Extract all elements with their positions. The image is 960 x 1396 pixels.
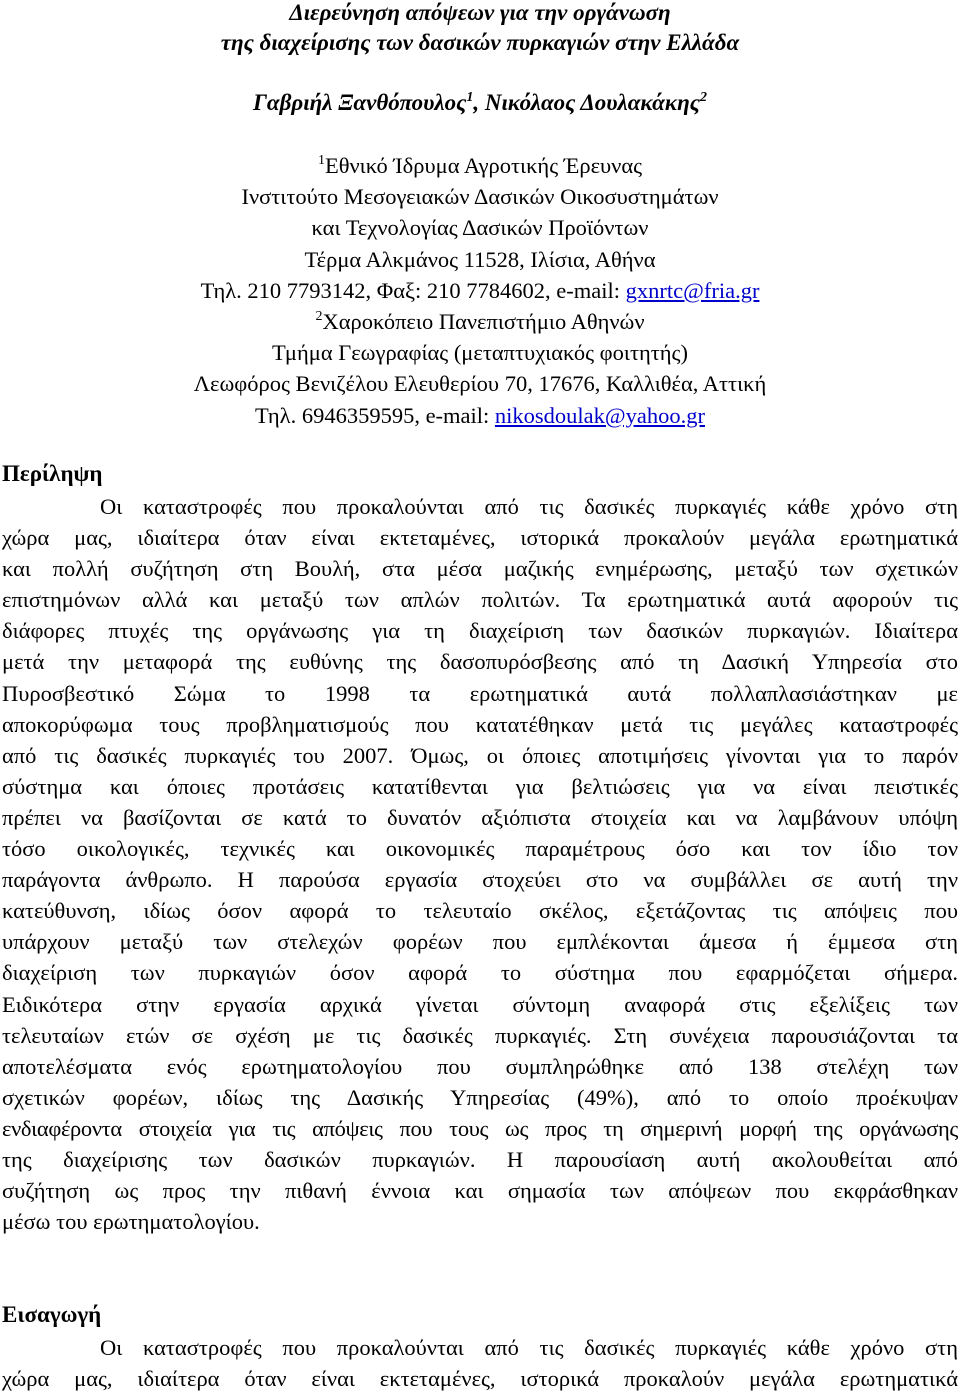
abstract-line: παράγοντα άνθρωπο. Η παρούσα εργασία στοχεύει στο να συμβάλλει σε αυτή την — [2, 867, 958, 893]
abstract-line: μετά την μεταφορά της ευθύνης της δασοπυρόσβεσης από τη Δασική Υπηρεσία στο — [2, 649, 958, 675]
affiliation-1-line-3: και Τεχνολογίας Δασικών Προϊόντων — [311, 215, 649, 241]
abstract-line: διαχείριση των πυρκαγιών όσον αφορά το σύστημα που εφαρμόζεται σήμερα. — [2, 960, 958, 986]
abstract-line: τόσο οικολογικές, τεχνικές και οικονομικές παραμέτρους όσο και τον ίδιο τον — [2, 836, 958, 862]
affiliation-1-address: Τέρμα Αλκμάνος 11528, Ιλίσια, Αθήνα — [304, 246, 656, 272]
abstract-line: Οι καταστροφές που προκαλούνται από τις δασικές πυρκαγιές κάθε χρόνο στη — [100, 494, 958, 519]
author-list — [0, 88, 960, 117]
abstract-body — [2, 491, 958, 1237]
abstract-line: Ειδικότερα στην εργασία αρχικά γίνεται σύντομη αναφορά στις εξελίξεις των — [2, 991, 958, 1017]
abstract-line: μέσω του ερωτηματολογίου. — [2, 1209, 260, 1235]
introduction-heading: Εισαγωγή — [2, 1302, 102, 1327]
author-2-affiliation-marker: 2 — [699, 90, 707, 105]
title-line-1: Διερεύνηση απόψεων για την οργάνωση — [289, 0, 671, 25]
abstract-line: από τις δασικές πυρκαγιές του 2007. Όμως, οι όποιες αποτιμήσεις γίνονται για το παρόν — [2, 742, 958, 768]
abstract-line: ενδιαφέροντα στοιχεία για τις απόψεις που τους ως προς τη σημερινή μορφή της οργάνωσης — [2, 1115, 958, 1141]
affiliation-2-line-1: $^2$Χαροκόπειο Πανεπιστήμιο Αθηνών — [315, 309, 645, 335]
affiliation-2-email-link[interactable]: nikosdoulak@yahoo.gr — [494, 402, 705, 428]
affiliation-2-line-2: Τμήμα Γεωγραφίας (μεταπτυχιακός φοιτητής) — [272, 340, 688, 366]
author-1-name: Γαβριήλ Ξανθόπουλος — [253, 90, 467, 115]
abstract-line: και πολλή συζήτηση στη Βουλή, στα μέσα μαζικής ενημέρωσης, μεταξύ των σχετικών — [2, 556, 958, 582]
affiliation-2-address: Λεωφόρος Βενιζέλου Ελευθερίου 70, 17676, Καλλιθέα, Αττική — [193, 371, 767, 397]
abstract-line: σύστημα και όποιες προτάσεις κατατίθενται για βελτιώσεις για να είναι πειστικές — [2, 773, 958, 799]
affiliations-block — [0, 150, 960, 431]
introduction-line: Οι καταστροφές που προκαλούνται από τις δασικές πυρκαγιές κάθε χρόνο στη — [100, 1335, 958, 1360]
introduction-line: χώρα μας, ιδιαίτερα όταν είναι εκτεταμένες, ιστορικά προκαλούν μεγάλα ερωτηματικά — [2, 1366, 958, 1392]
abstract-line: κατεύθυνση, ιδίως όσον αφορά το τελευταίο σκέλος, εξετάζοντας τις απόψεις που — [2, 898, 958, 924]
paper-title — [0, 0, 960, 58]
abstract-line: Πυροσβεστικό Σώμα το 1998 τα ερωτηματικά αυτά πολλαπλασιάστηκαν με — [2, 680, 958, 706]
title-line-2: της διαχείρισης των δασικών πυρκαγιών στην Ελλάδα — [220, 30, 740, 55]
author-2-name: Νικόλαος Δουλακάκης — [484, 90, 700, 115]
affiliation-1-line-2: Ινστιτούτο Μεσογειακών Δασικών Οικοσυστημάτων — [241, 184, 719, 210]
abstract-line: συζήτηση ως προς την πιθανή έννοια και σημασία των απόψεων που εκφράσθηκαν — [2, 1178, 958, 1204]
abstract-line: αποτελέσματα ενός ερωτηματολογίου που συμπληρώθηκε από 138 στελέχη των — [2, 1053, 958, 1079]
abstract-line: επιστημόνων αλλά και μεταξύ των απλών πολιτών. Τα ερωτηματικά αυτά αφορούν τις — [2, 587, 958, 613]
affiliation-1-line-1: $^1$Εθνικό Ίδρυμα Αγροτικής Έρευνας — [317, 153, 643, 178]
abstract-line: υπάρχουν μεταξύ των στελεχών φορέων που εμπλέκονται άμεσα ή έμμεσα στη — [2, 929, 958, 955]
abstract-line: χώρα μας, ιδιαίτερα όταν είναι εκτεταμένες, ιστορικά προκαλούν μεγάλα ερωτηματικά — [2, 525, 958, 551]
abstract-line: διάφορες πτυχές της οργάνωσης για τη διαχείριση των δασικών πυρκαγιών. Ιδιαίτερα — [2, 618, 958, 644]
abstract-line: πρέπει να βασίζονται σε κατά το δυνατόν αξιόπιστα στοιχεία και να λαμβάνουν υπόψη — [2, 804, 958, 830]
author-separator: , — [473, 90, 485, 115]
abstract-line: αποκορύφωμα τους προβληματισμούς που κατατέθηκαν μετά τις μεγάλες καταστροφές — [2, 711, 958, 737]
affiliation-1-marker: 1 — [317, 153, 325, 168]
abstract-line: σχετικών φορέων, ιδίως της Δασικής Υπηρεσίας (49%), από το οποίο προέκυψαν — [2, 1084, 958, 1110]
abstract-heading: Περίληψη — [2, 461, 103, 486]
abstract-line: της διαχείρισης των δασικών πυρκαγιών. Η παρουσίαση αυτή ακολουθείται από — [2, 1146, 958, 1172]
author-1-affiliation-marker: 1 — [466, 90, 474, 105]
affiliation-2-contact: Τηλ. 6946359595, e-mail: nikosdoulak@yahoo.gr — [254, 402, 705, 428]
affiliation-2-marker: 2 — [315, 309, 323, 325]
affiliation-1-email-link[interactable]: gxnrtc@fria.gr — [625, 277, 760, 303]
affiliation-1-contact: Τηλ. 210 7793142, Φαξ: 210 7784602, e-mail: gxnrtc@fria.gr — [200, 277, 760, 303]
introduction-body — [2, 1332, 958, 1394]
abstract-line: τελευταίων ετών σε σχέση με τις δασικές πυρκαγιές. Στη συνέχεια παρουσιάζονται τα — [2, 1022, 958, 1048]
